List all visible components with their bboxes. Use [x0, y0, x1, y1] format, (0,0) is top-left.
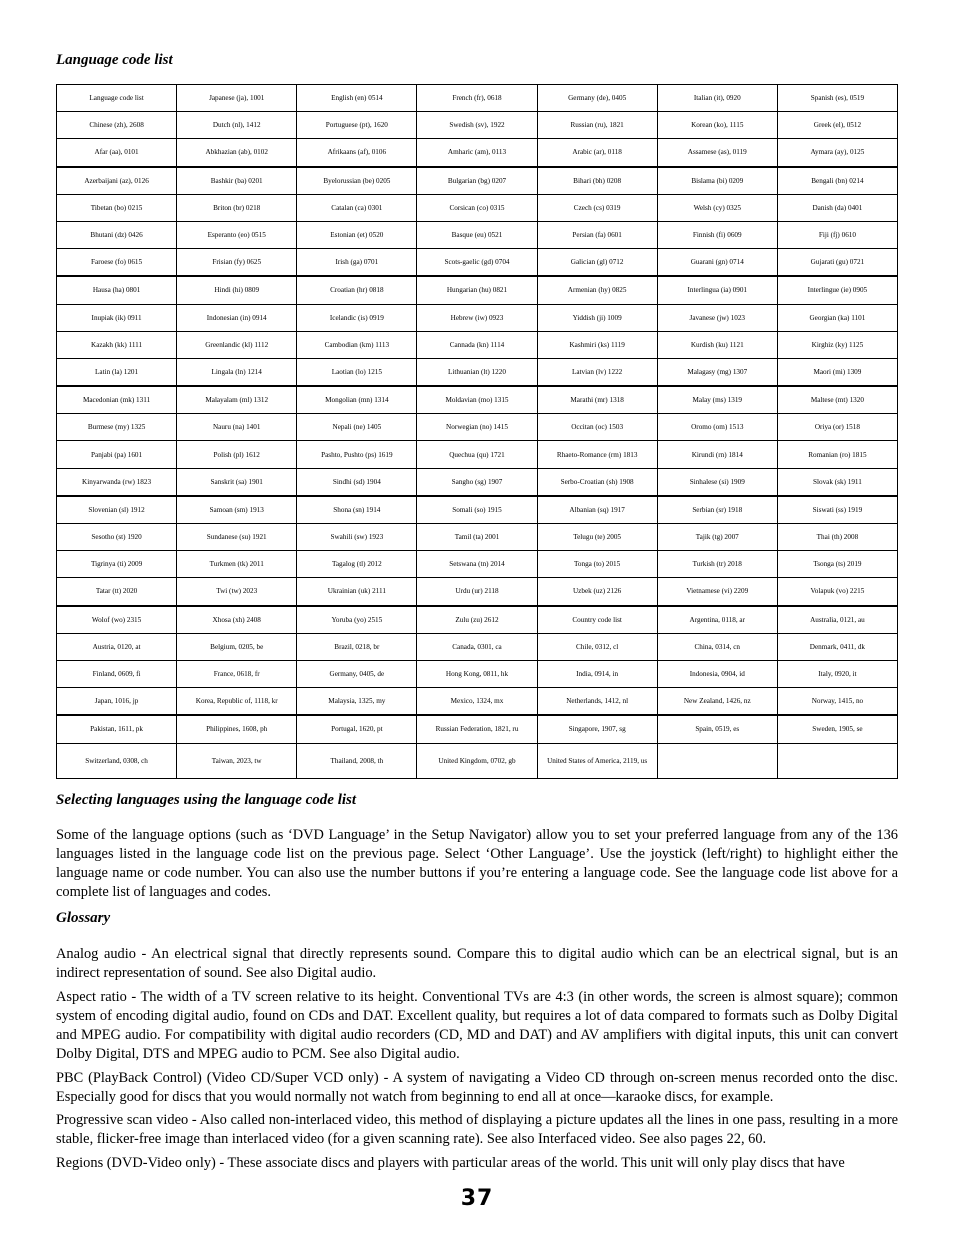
table-cell: Kurdish (ku) 1121 [657, 331, 777, 358]
table-cell: Zulu (zu) 2612 [417, 606, 537, 634]
table-cell: Volapuk (vo) 2215 [777, 578, 897, 606]
table-cell: New Zealand, 1426, nz [657, 688, 777, 716]
table-cell: Latin (la) 1201 [57, 358, 177, 386]
table-cell: Tatar (tt) 2020 [57, 578, 177, 606]
table-cell: Persian (fa) 0601 [537, 221, 657, 248]
table-cell: Spain, 0519, es [657, 715, 777, 743]
table-cell: Turkish (tr) 2018 [657, 551, 777, 578]
table-cell: Kirghiz (ky) 1125 [777, 331, 897, 358]
table-row [57, 139, 898, 167]
table-cell: Bhutani (dz) 0426 [57, 221, 177, 248]
table-cell: English (en) 0514 [297, 85, 417, 112]
table-cell: Norway, 1415, no [777, 688, 897, 716]
table-cell: Tibetan (bo) 0215 [57, 194, 177, 221]
table-cell: Finland, 0609, fi [57, 660, 177, 687]
table-cell: Pashto, Pushto (ps) 1619 [297, 441, 417, 468]
table-cell: Turkmen (tk) 2011 [177, 551, 297, 578]
table-cell: Amharic (am), 0113 [417, 139, 537, 167]
table-cell: Norwegian (no) 1415 [417, 414, 537, 441]
table-cell: Malagasy (mg) 1307 [657, 358, 777, 386]
table-cell: Tsonga (ts) 2019 [777, 551, 897, 578]
table-cell: Somali (so) 1915 [417, 496, 537, 524]
table-cell: Bislama (bi) 0209 [657, 167, 777, 195]
table-cell: Argentina, 0118, ar [657, 606, 777, 634]
table-cell: Corsican (co) 0315 [417, 194, 537, 221]
table-cell: Kirundi (rn) 1814 [657, 441, 777, 468]
table-cell: Estonian (et) 0520 [297, 221, 417, 248]
table-cell: Basque (eu) 0521 [417, 221, 537, 248]
table-cell: Tagalog (tl) 2012 [297, 551, 417, 578]
table-cell: Telugu (te) 2005 [537, 524, 657, 551]
table-row [57, 112, 898, 139]
table-cell: Country code list [537, 606, 657, 634]
table-cell: Guarani (gn) 0714 [657, 249, 777, 277]
table-cell: Hausa (ha) 0801 [57, 276, 177, 304]
table-row [57, 551, 898, 578]
table-cell: China, 0314, cn [657, 633, 777, 660]
table-cell: Pakistan, 1611, pk [57, 715, 177, 743]
page-number: 37 [460, 1186, 494, 1211]
table-row [57, 715, 898, 743]
table-row [57, 496, 898, 524]
table-cell: Brazil, 0218, br [297, 633, 417, 660]
table-cell: Mongolian (mn) 1314 [297, 386, 417, 414]
table-cell: Xhosa (xh) 2408 [177, 606, 297, 634]
table-cell: United States of America, 2119, us [537, 743, 657, 778]
table-cell: Fiji (fj) 0610 [777, 221, 897, 248]
table-cell: Austria, 0120, at [57, 633, 177, 660]
table-cell: Burmese (my) 1325 [57, 414, 177, 441]
table-cell: Korea, Republic of, 1118, kr [177, 688, 297, 716]
table-row [57, 331, 898, 358]
table-row [57, 276, 898, 304]
table-cell [777, 743, 897, 778]
table-cell: Slovak (sk) 1911 [777, 468, 897, 496]
table-cell: Language code list [57, 85, 177, 112]
table-cell: Armenian (hy) 0825 [537, 276, 657, 304]
table-cell: Philippines, 1608, ph [177, 715, 297, 743]
glossary-entry-analog-audio: Analog audio - An electrical signal that directly represents sound. Compare this to digital audio which can be an electrical signal, but is an indirect representation of sound. See also Digital audio. [56, 946, 898, 981]
table-cell: Sangho (sg) 1907 [417, 468, 537, 496]
table-cell: Bihari (bh) 0208 [537, 167, 657, 195]
table-cell: United Kingdom, 0702, gb [417, 743, 537, 778]
table-cell: Greenlandic (kl) 1112 [177, 331, 297, 358]
table-cell: Shona (sn) 1914 [297, 496, 417, 524]
table-cell: Faroese (fo) 0615 [57, 249, 177, 277]
table-cell [657, 743, 777, 778]
table-cell: Lithuanian (lt) 1220 [417, 358, 537, 386]
table-cell: Czech (cs) 0319 [537, 194, 657, 221]
table-cell: Javanese (jw) 1023 [657, 304, 777, 331]
table-cell: Yoruba (yo) 2515 [297, 606, 417, 634]
language-code-table-body [57, 85, 898, 779]
table-cell: Belgium, 0205, be [177, 633, 297, 660]
table-cell: Spanish (es), 0519 [777, 85, 897, 112]
table-cell: Portugal, 1620, pt [297, 715, 417, 743]
table-row [57, 167, 898, 195]
table-cell: Siswati (ss) 1919 [777, 496, 897, 524]
table-cell: Bashkir (ba) 0201 [177, 167, 297, 195]
table-cell: Maltese (mt) 1320 [777, 386, 897, 414]
table-row [57, 221, 898, 248]
table-cell: Sinhalese (si) 1909 [657, 468, 777, 496]
table-cell: France, 0618, fr [177, 660, 297, 687]
table-cell: Catalan (ca) 0301 [297, 194, 417, 221]
table-cell: Macedonian (mk) 1311 [57, 386, 177, 414]
table-cell: Germany (de), 0405 [537, 85, 657, 112]
table-row [57, 304, 898, 331]
table-cell: Hungarian (hu) 0821 [417, 276, 537, 304]
table-cell: Byelorussian (be) 0205 [297, 167, 417, 195]
language-code-table [56, 84, 898, 779]
table-cell: Danish (da) 0401 [777, 194, 897, 221]
table-cell: Italy, 0920, it [777, 660, 897, 687]
table-cell: Portuguese (pt), 1620 [297, 112, 417, 139]
table-cell: Albanian (sq) 1917 [537, 496, 657, 524]
glossary-entry-progressive-scan: Progressive scan video - Also called non-interlaced video, this method of displaying a picture updates all the lines in one pass, resulting in a more stable, flicker-free image than interlaced video (for a given scanning rate). See also Interfaced video. See also pages 22, 60. [56, 1112, 898, 1147]
table-cell: Scots-gaelic (gd) 0704 [417, 249, 537, 277]
table-row [57, 414, 898, 441]
table-row [57, 606, 898, 634]
table-cell: Malayalam (ml) 1312 [177, 386, 297, 414]
selecting-languages-paragraph: Some of the language options (such as ‘DVD Language’ in the Setup Navigator) allow you to set your preferred language from any of the 136 languages listed in the language code list on the previous page. Select ‘Other Language’. Use the joystick (left/right) to highlight either the language name or code number. You can also use the number buttons if you’re entering a language code. See the language code list above for a complete list of languages and codes. [56, 827, 898, 900]
table-cell: Icelandic (is) 0919 [297, 304, 417, 331]
table-cell: Thailand, 2008, th [297, 743, 417, 778]
table-cell: Moldavian (mo) 1315 [417, 386, 537, 414]
table-row [57, 633, 898, 660]
table-cell: Interlingua (ia) 0901 [657, 276, 777, 304]
table-cell: Aymara (ay), 0125 [777, 139, 897, 167]
table-cell: Serbo-Croatian (sh) 1908 [537, 468, 657, 496]
table-cell: Gujarati (gu) 0721 [777, 249, 897, 277]
table-cell: Hong Kong, 0811, hk [417, 660, 537, 687]
table-cell: Welsh (cy) 0325 [657, 194, 777, 221]
table-row [57, 578, 898, 606]
table-cell: Lingala (ln) 1214 [177, 358, 297, 386]
table-cell: Georgian (ka) 1101 [777, 304, 897, 331]
table-cell: Sundanese (su) 1921 [177, 524, 297, 551]
table-cell: Irish (ga) 0701 [297, 249, 417, 277]
section-title-glossary: Glossary [56, 910, 111, 926]
section-title-language-code-list: Language code list [56, 52, 173, 68]
table-cell: Afar (aa), 0101 [57, 139, 177, 167]
table-cell: Chile, 0312, cl [537, 633, 657, 660]
table-cell: Swahili (sw) 1923 [297, 524, 417, 551]
table-cell: Singapore, 1907, sg [537, 715, 657, 743]
table-cell: Switzerland, 0308, ch [57, 743, 177, 778]
table-cell: Greek (el), 0512 [777, 112, 897, 139]
table-cell: Setswana (tn) 2014 [417, 551, 537, 578]
table-cell: Mexico, 1324, mx [417, 688, 537, 716]
table-cell: Tonga (to) 2015 [537, 551, 657, 578]
table-cell: Maori (mi) 1309 [777, 358, 897, 386]
table-cell: Malay (ms) 1319 [657, 386, 777, 414]
table-cell: Inupiak (ik) 0911 [57, 304, 177, 331]
table-cell: Croatian (hr) 0818 [297, 276, 417, 304]
table-cell: Urdu (ur) 2118 [417, 578, 537, 606]
table-cell: Serbian (sr) 1918 [657, 496, 777, 524]
table-cell: Yiddish (ji) 1009 [537, 304, 657, 331]
table-cell: Hindi (hi) 0809 [177, 276, 297, 304]
table-cell: Malaysia, 1325, my [297, 688, 417, 716]
table-cell: Samoan (sm) 1913 [177, 496, 297, 524]
glossary-entry-pbc: PBC (PlayBack Control) (Video CD/Super VCD only) - A system of navigating a Video CD through on-screen menus recorded onto the disc. Especially good for discs that you would normally not watch from beginning to end all at once—karaoke discs, for example. [56, 1070, 898, 1105]
table-cell: Afrikaans (af), 0106 [297, 139, 417, 167]
glossary-entry-aspect-ratio: Aspect ratio - The width of a TV screen relative to its height. Conventional TVs are 4:3 (in other words, the screen is almost square); common system of encoding digital audio, found on CDs and DAT. Excellent quality, but requires a lot of data compared to formats such as Dolby Digital and MPEG audio. For compatibility with digital audio recorders (CD, MD and DAT) and AV amplifiers with digital inputs, this unit can convert Dolby Digital, DTS and MPEG audio to PCM. See also Digital audio. [56, 989, 898, 1062]
table-cell: Kashmiri (ks) 1119 [537, 331, 657, 358]
table-cell: Italian (it), 0920 [657, 85, 777, 112]
table-cell: Wolof (wo) 2315 [57, 606, 177, 634]
table-cell: Uzbek (uz) 2126 [537, 578, 657, 606]
table-row [57, 194, 898, 221]
table-cell: India, 0914, in [537, 660, 657, 687]
table-cell: Indonesia, 0904, id [657, 660, 777, 687]
table-cell: Esperanto (eo) 0515 [177, 221, 297, 248]
table-cell: Kinyarwanda (rw) 1823 [57, 468, 177, 496]
table-cell: Panjabi (pa) 1601 [57, 441, 177, 468]
table-cell: Nepali (ne) 1405 [297, 414, 417, 441]
table-cell: Frisian (fy) 0625 [177, 249, 297, 277]
table-row [57, 468, 898, 496]
table-cell: Tajik (tg) 2007 [657, 524, 777, 551]
table-cell: Slovenian (sl) 1912 [57, 496, 177, 524]
table-cell: Vietnamese (vi) 2209 [657, 578, 777, 606]
table-cell: Latvian (lv) 1222 [537, 358, 657, 386]
table-cell: Sindhi (sd) 1904 [297, 468, 417, 496]
table-cell: Romanian (ro) 1815 [777, 441, 897, 468]
table-cell: Interlingue (ie) 0905 [777, 276, 897, 304]
table-cell: Tigrinya (ti) 2009 [57, 551, 177, 578]
table-cell: Bulgarian (bg) 0207 [417, 167, 537, 195]
table-cell: Oromo (om) 1513 [657, 414, 777, 441]
table-cell: Canada, 0301, ca [417, 633, 537, 660]
table-cell: Korean (ko), 1115 [657, 112, 777, 139]
table-cell: Laotian (lo) 1215 [297, 358, 417, 386]
table-cell: Assamese (as), 0119 [657, 139, 777, 167]
table-cell: Japan, 1016, jp [57, 688, 177, 716]
table-cell: French (fr), 0618 [417, 85, 537, 112]
table-cell: Marathi (mr) 1318 [537, 386, 657, 414]
table-cell: Briton (br) 0218 [177, 194, 297, 221]
table-row [57, 85, 898, 112]
section-title-selecting-languages: Selecting languages using the language code list [56, 792, 357, 808]
table-row [57, 743, 898, 778]
table-cell: Japanese (ja), 1001 [177, 85, 297, 112]
table-cell: Kazakh (kk) 1111 [57, 331, 177, 358]
table-cell: Twi (tw) 2023 [177, 578, 297, 606]
table-row [57, 441, 898, 468]
table-row [57, 660, 898, 687]
table-cell: Denmark, 0411, dk [777, 633, 897, 660]
table-cell: Tamil (ta) 2001 [417, 524, 537, 551]
glossary-entry-regions: Regions (DVD-Video only) - These associate discs and players with particular areas of the world. This unit will only play discs that have [56, 1155, 845, 1171]
table-cell: Quechua (qu) 1721 [417, 441, 537, 468]
table-cell: Chinese (zh), 2608 [57, 112, 177, 139]
table-cell: Hebrew (iw) 0923 [417, 304, 537, 331]
table-cell: Arabic (ar), 0118 [537, 139, 657, 167]
table-cell: Azerbaijani (az), 0126 [57, 167, 177, 195]
table-cell: Germany, 0405, de [297, 660, 417, 687]
table-row [57, 249, 898, 277]
table-cell: Cambodian (km) 1113 [297, 331, 417, 358]
table-cell: Taiwan, 2023, tw [177, 743, 297, 778]
table-cell: Galician (gl) 0712 [537, 249, 657, 277]
table-row [57, 358, 898, 386]
table-cell: Bengali (bn) 0214 [777, 167, 897, 195]
table-cell: Thai (th) 2008 [777, 524, 897, 551]
table-cell: Sweden, 1905, se [777, 715, 897, 743]
table-cell: Oriya (or) 1518 [777, 414, 897, 441]
table-cell: Swedish (sv), 1922 [417, 112, 537, 139]
table-cell: Occitan (oc) 1503 [537, 414, 657, 441]
table-cell: Sesotho (st) 1920 [57, 524, 177, 551]
table-cell: Russian (ru), 1821 [537, 112, 657, 139]
table-cell: Dutch (nl), 1412 [177, 112, 297, 139]
table-row [57, 688, 898, 716]
table-cell: Ukrainian (uk) 2111 [297, 578, 417, 606]
table-cell: Sanskrit (sa) 1901 [177, 468, 297, 496]
table-cell: Nauru (na) 1401 [177, 414, 297, 441]
table-cell: Cannada (kn) 1114 [417, 331, 537, 358]
table-cell: Australia, 0121, au [777, 606, 897, 634]
table-cell: Indonesian (in) 0914 [177, 304, 297, 331]
table-cell: Russian Federation, 1821, ru [417, 715, 537, 743]
table-row [57, 386, 898, 414]
table-cell: Finnish (fi) 0609 [657, 221, 777, 248]
table-cell: Netherlands, 1412, nl [537, 688, 657, 716]
table-cell: Rhaeto-Romance (rm) 1813 [537, 441, 657, 468]
table-cell: Polish (pl) 1612 [177, 441, 297, 468]
table-row [57, 524, 898, 551]
table-cell: Abkhazian (ab), 0102 [177, 139, 297, 167]
